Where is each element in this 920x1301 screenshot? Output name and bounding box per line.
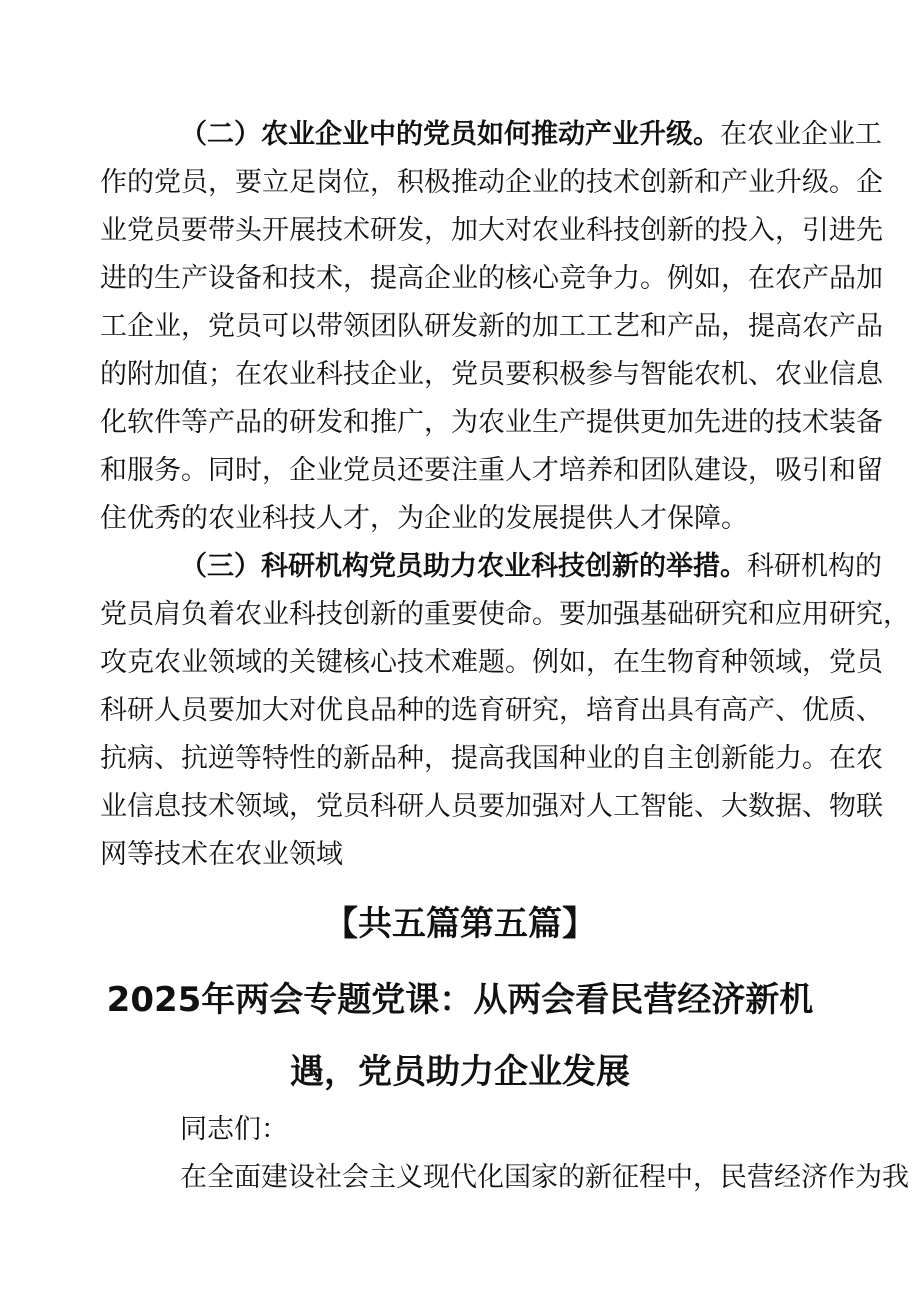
section2-line: 作的党员，要立足岗位，积极推动企业的技术创新和产业升级。企	[100, 167, 883, 198]
document-title-line1: 2025年两会专题党课：从两会看民营经济新机	[106, 980, 814, 1020]
section2-first-rest: 在农业企业工	[720, 119, 882, 150]
part-label: 【共五篇第五篇】	[324, 904, 596, 944]
section2-line: 的附加值；在农业科技企业，党员要积极参与智能农机、农业信息	[100, 359, 883, 390]
section3-line: 科研人员要加大对优良品种的选育研究，培育出具有高产、优质、	[100, 695, 883, 726]
intro-line: 在全面建设社会主义现代化国家的新征程中，民营经济作为我	[180, 1162, 909, 1193]
section3-line: 攻克农业领域的关键核心技术难题。例如，在生物育种领域，党员	[100, 647, 883, 678]
section3-line: 网等技术在农业领域	[100, 839, 343, 870]
section3-first-rest: 科研机构的	[747, 551, 882, 582]
section3-first-line	[180, 543, 882, 591]
section2-line: 住优秀的农业科技人才，为企业的发展提供人才保障。	[100, 503, 748, 534]
salutation: 同志们：	[180, 1114, 288, 1145]
section3-line: 党员肩负着农业科技创新的重要使命。要加强基础研究和应用研究，	[100, 599, 910, 630]
section2-line: 工企业，党员可以带领团队研发新的加工工艺和产品，提高农产品	[100, 311, 883, 342]
section2-line: 化软件等产品的研发和推广，为农业生产提供更加先进的技术装备	[100, 407, 883, 438]
section2-line: 进的生产设备和技术，提高企业的核心竞争力。例如，在农产品加	[100, 263, 883, 294]
section2-heading: （二）农业企业中的党员如何推动产业升级。	[180, 119, 720, 150]
section2-first-line	[180, 111, 882, 159]
section2-line: 业党员要带头开展技术研发，加大对农业科技创新的投入，引进先	[100, 215, 883, 246]
section2-line: 和服务。同时，企业党员还要注重人才培养和团队建设，吸引和留	[100, 455, 883, 486]
section3-heading: （三）科研机构党员助力农业科技创新的举措。	[180, 551, 747, 582]
document-title-line2: 遇，党员助力企业发展	[290, 1052, 630, 1092]
section3-line: 抗病、抗逆等特性的新品种，提高我国种业的自主创新能力。在农	[100, 743, 883, 774]
section3-line: 业信息技术领域，党员科研人员要加强对人工智能、大数据、物联	[100, 791, 883, 822]
